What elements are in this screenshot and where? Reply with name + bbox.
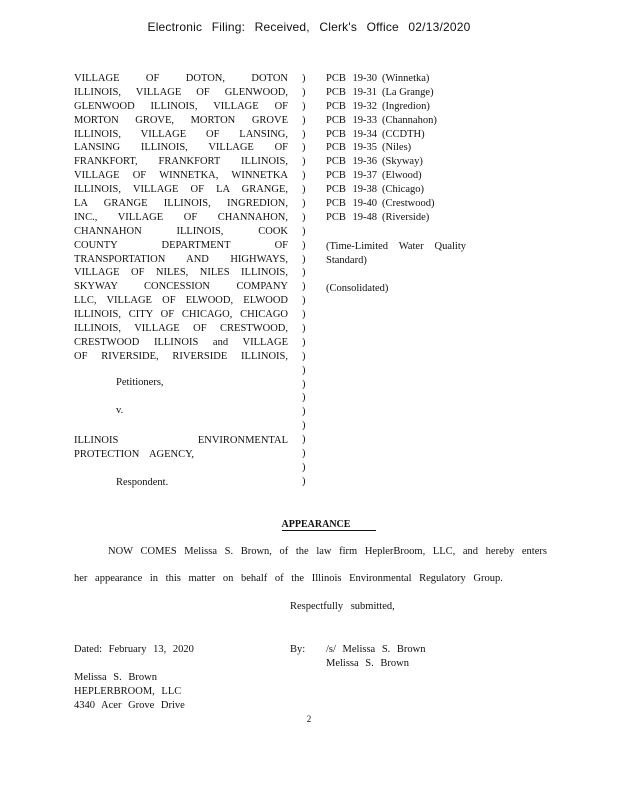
- respondent-label: Respondent.: [116, 477, 169, 488]
- case-number: PCB 19-31: [326, 86, 377, 98]
- paren-mark: ): [302, 73, 306, 84]
- consolidated-note: (Consolidated): [326, 283, 389, 294]
- petitioner-line: ILLINOIS, VILLAGE OF CRESTWOOD,: [74, 323, 288, 335]
- paren-mark: ): [302, 406, 306, 418]
- attorney-block: [74, 671, 185, 713]
- case-row: [326, 183, 437, 197]
- petitioner-line: VILLAGE OF NILES, NILES ILLINOIS,: [74, 267, 288, 279]
- petitioner-line: VILLAGE OF WINNETKA, WINNETKA: [74, 170, 288, 182]
- paren-mark: ): [302, 281, 306, 293]
- petitioner-line: ILLINOIS, CITY OF CHICAGO, CHICAGO: [74, 309, 288, 321]
- respondent-caption: [74, 434, 288, 462]
- petitioner-line: OF RIVERSIDE, RIVERSIDE ILLINOIS,: [74, 350, 288, 362]
- paren-mark: ): [302, 309, 306, 321]
- time-limited-line-2: Standard): [326, 254, 367, 266]
- petitioner-line: GLENWOOD ILLINOIS, VILLAGE OF: [74, 100, 288, 112]
- dated-line: Dated: February 13, 2020: [74, 644, 194, 655]
- respondent-line-2: PROTECTION AGENCY,: [74, 448, 194, 460]
- appearance-heading: [0, 519, 618, 531]
- paren-mark: ): [302, 170, 306, 182]
- petitioner-line: FRANKFORT, FRANKFORT ILLINOIS,: [74, 156, 288, 168]
- petitioner-line: VILLAGE OF DOTON, DOTON: [74, 73, 288, 84]
- case-number: PCB 19-34: [326, 128, 377, 140]
- petitioner-line: SKYWAY CONCESSION COMPANY: [74, 281, 288, 293]
- firm-address: 4340 Acer Grove Drive: [74, 700, 185, 711]
- case-row: [326, 141, 437, 155]
- closing-text: Respectfully submitted,: [290, 601, 395, 612]
- case-party: (Crestwood): [382, 198, 435, 210]
- petitioner-line: ILLINOIS, VILLAGE OF LA GRANGE,: [74, 184, 288, 196]
- paren-mark: ): [302, 461, 306, 473]
- case-row: [326, 86, 437, 100]
- paren-mark: ): [302, 420, 306, 432]
- petitioner-line: TRANSPORTATION AND HIGHWAYS,: [74, 253, 288, 265]
- time-limited-line-1: (Time-Limited Water Quality: [326, 241, 466, 252]
- paren-mark: ): [302, 434, 306, 446]
- case-party: (Chicago): [382, 184, 424, 196]
- case-number-list: [326, 72, 437, 225]
- paren-mark: ): [302, 448, 306, 460]
- case-party: (CCDTH): [382, 128, 425, 140]
- paren-mark: ): [302, 364, 306, 376]
- paren-mark: ): [302, 378, 306, 390]
- case-number: PCB 19-37: [326, 170, 377, 182]
- petitioners-label: Petitioners,: [116, 377, 164, 388]
- paren-mark: ): [302, 392, 306, 404]
- case-party: (Skyway): [382, 156, 423, 168]
- page-number: 2: [306, 714, 312, 724]
- petitioner-line: CRESTWOOD ILLINOIS and VILLAGE: [74, 336, 288, 348]
- appearance-paragraph-line-1: NOW COMES Melissa S. Brown, of the law firm HeplerBroom, LLC, and hereby enters: [108, 546, 547, 557]
- case-number: PCB 19-35: [326, 142, 377, 154]
- paren-mark: ): [302, 211, 306, 223]
- petitioner-line: INC., VILLAGE OF CHANNAHON,: [74, 211, 288, 223]
- petitioner-line: COUNTY DEPARTMENT OF: [74, 239, 288, 251]
- case-number: PCB 19-32: [326, 100, 377, 112]
- paren-mark: ): [302, 184, 306, 196]
- case-party: (Ingredion): [382, 100, 430, 112]
- paren-mark: ): [302, 142, 306, 154]
- case-party: (Niles): [382, 142, 412, 154]
- petitioner-line: LANSING ILLINOIS, VILLAGE OF: [74, 142, 288, 154]
- petitioner-line: ILLINOIS, VILLAGE OF LANSING,: [74, 128, 288, 140]
- case-party: (Riverside): [382, 211, 430, 223]
- paren-mark: ): [302, 114, 306, 126]
- appearance-heading-text: APPEARANCE: [282, 519, 377, 531]
- case-row: [326, 197, 437, 211]
- petitioner-line: LLC, VILLAGE OF ELWOOD, ELWOOD: [74, 295, 288, 307]
- paren-mark: ): [302, 475, 306, 487]
- paren-mark: ): [302, 295, 306, 307]
- case-row: [326, 114, 437, 128]
- paren-mark: ): [302, 198, 306, 210]
- case-row: [326, 128, 437, 142]
- attorney-name: Melissa S. Brown: [74, 672, 157, 683]
- paren-mark: ): [302, 323, 306, 335]
- paren-mark: ): [302, 86, 306, 98]
- paren-mark: ): [302, 239, 306, 251]
- case-number: PCB 19-33: [326, 114, 377, 126]
- paren-mark: ): [302, 100, 306, 112]
- paren-mark: ): [302, 128, 306, 140]
- paren-mark: ): [302, 225, 306, 237]
- case-row: [326, 100, 437, 114]
- case-party: (Channahon): [382, 114, 437, 126]
- case-party: (La Grange): [382, 86, 434, 98]
- time-limited-note: [326, 240, 466, 268]
- paren-mark: ): [302, 336, 306, 348]
- case-row: [326, 72, 437, 86]
- respondent-line-1: ILLINOIS ENVIRONMENTAL: [74, 435, 288, 446]
- case-number: PCB 19-40: [326, 198, 377, 210]
- appearance-paragraph-line-2: her appearance in this matter on behalf of the Illinois Environmental Regulatory Group.: [74, 573, 503, 584]
- firm-name: HEPLERBROOM, LLC: [74, 686, 182, 697]
- petitioner-line: CHANNAHON ILLINOIS, COOK: [74, 225, 288, 237]
- case-party: (Winnetka): [382, 73, 430, 84]
- electronic-signature: /s/ Melissa S. Brown: [326, 644, 426, 655]
- case-row: [326, 169, 437, 183]
- case-row: [326, 211, 437, 225]
- paren-mark: ): [302, 350, 306, 362]
- printed-name: Melissa S. Brown: [326, 658, 409, 669]
- case-number: PCB 19-38: [326, 184, 377, 196]
- paren-mark: ): [302, 253, 306, 265]
- by-label: By:: [290, 644, 306, 655]
- paren-mark: ): [302, 267, 306, 279]
- caption-parentheses: [302, 72, 306, 489]
- petitioner-line: ILLINOIS, VILLAGE OF GLENWOOD,: [74, 86, 288, 98]
- case-party: (Elwood): [382, 170, 422, 182]
- filing-stamp-header: Electronic Filing: Received, Clerk's Office 02/13/2020: [147, 20, 471, 34]
- case-number: PCB 19-36: [326, 156, 377, 168]
- petitioners-caption: [74, 72, 288, 364]
- paren-mark: ): [302, 156, 306, 168]
- versus-label: v.: [116, 405, 124, 416]
- case-row: [326, 155, 437, 169]
- petitioner-line: MORTON GROVE, MORTON GROVE: [74, 114, 288, 126]
- case-number: PCB 19-48: [326, 211, 377, 223]
- case-number: PCB 19-30: [326, 73, 377, 84]
- petitioner-line: LA GRANGE ILLINOIS, INGREDION,: [74, 198, 288, 210]
